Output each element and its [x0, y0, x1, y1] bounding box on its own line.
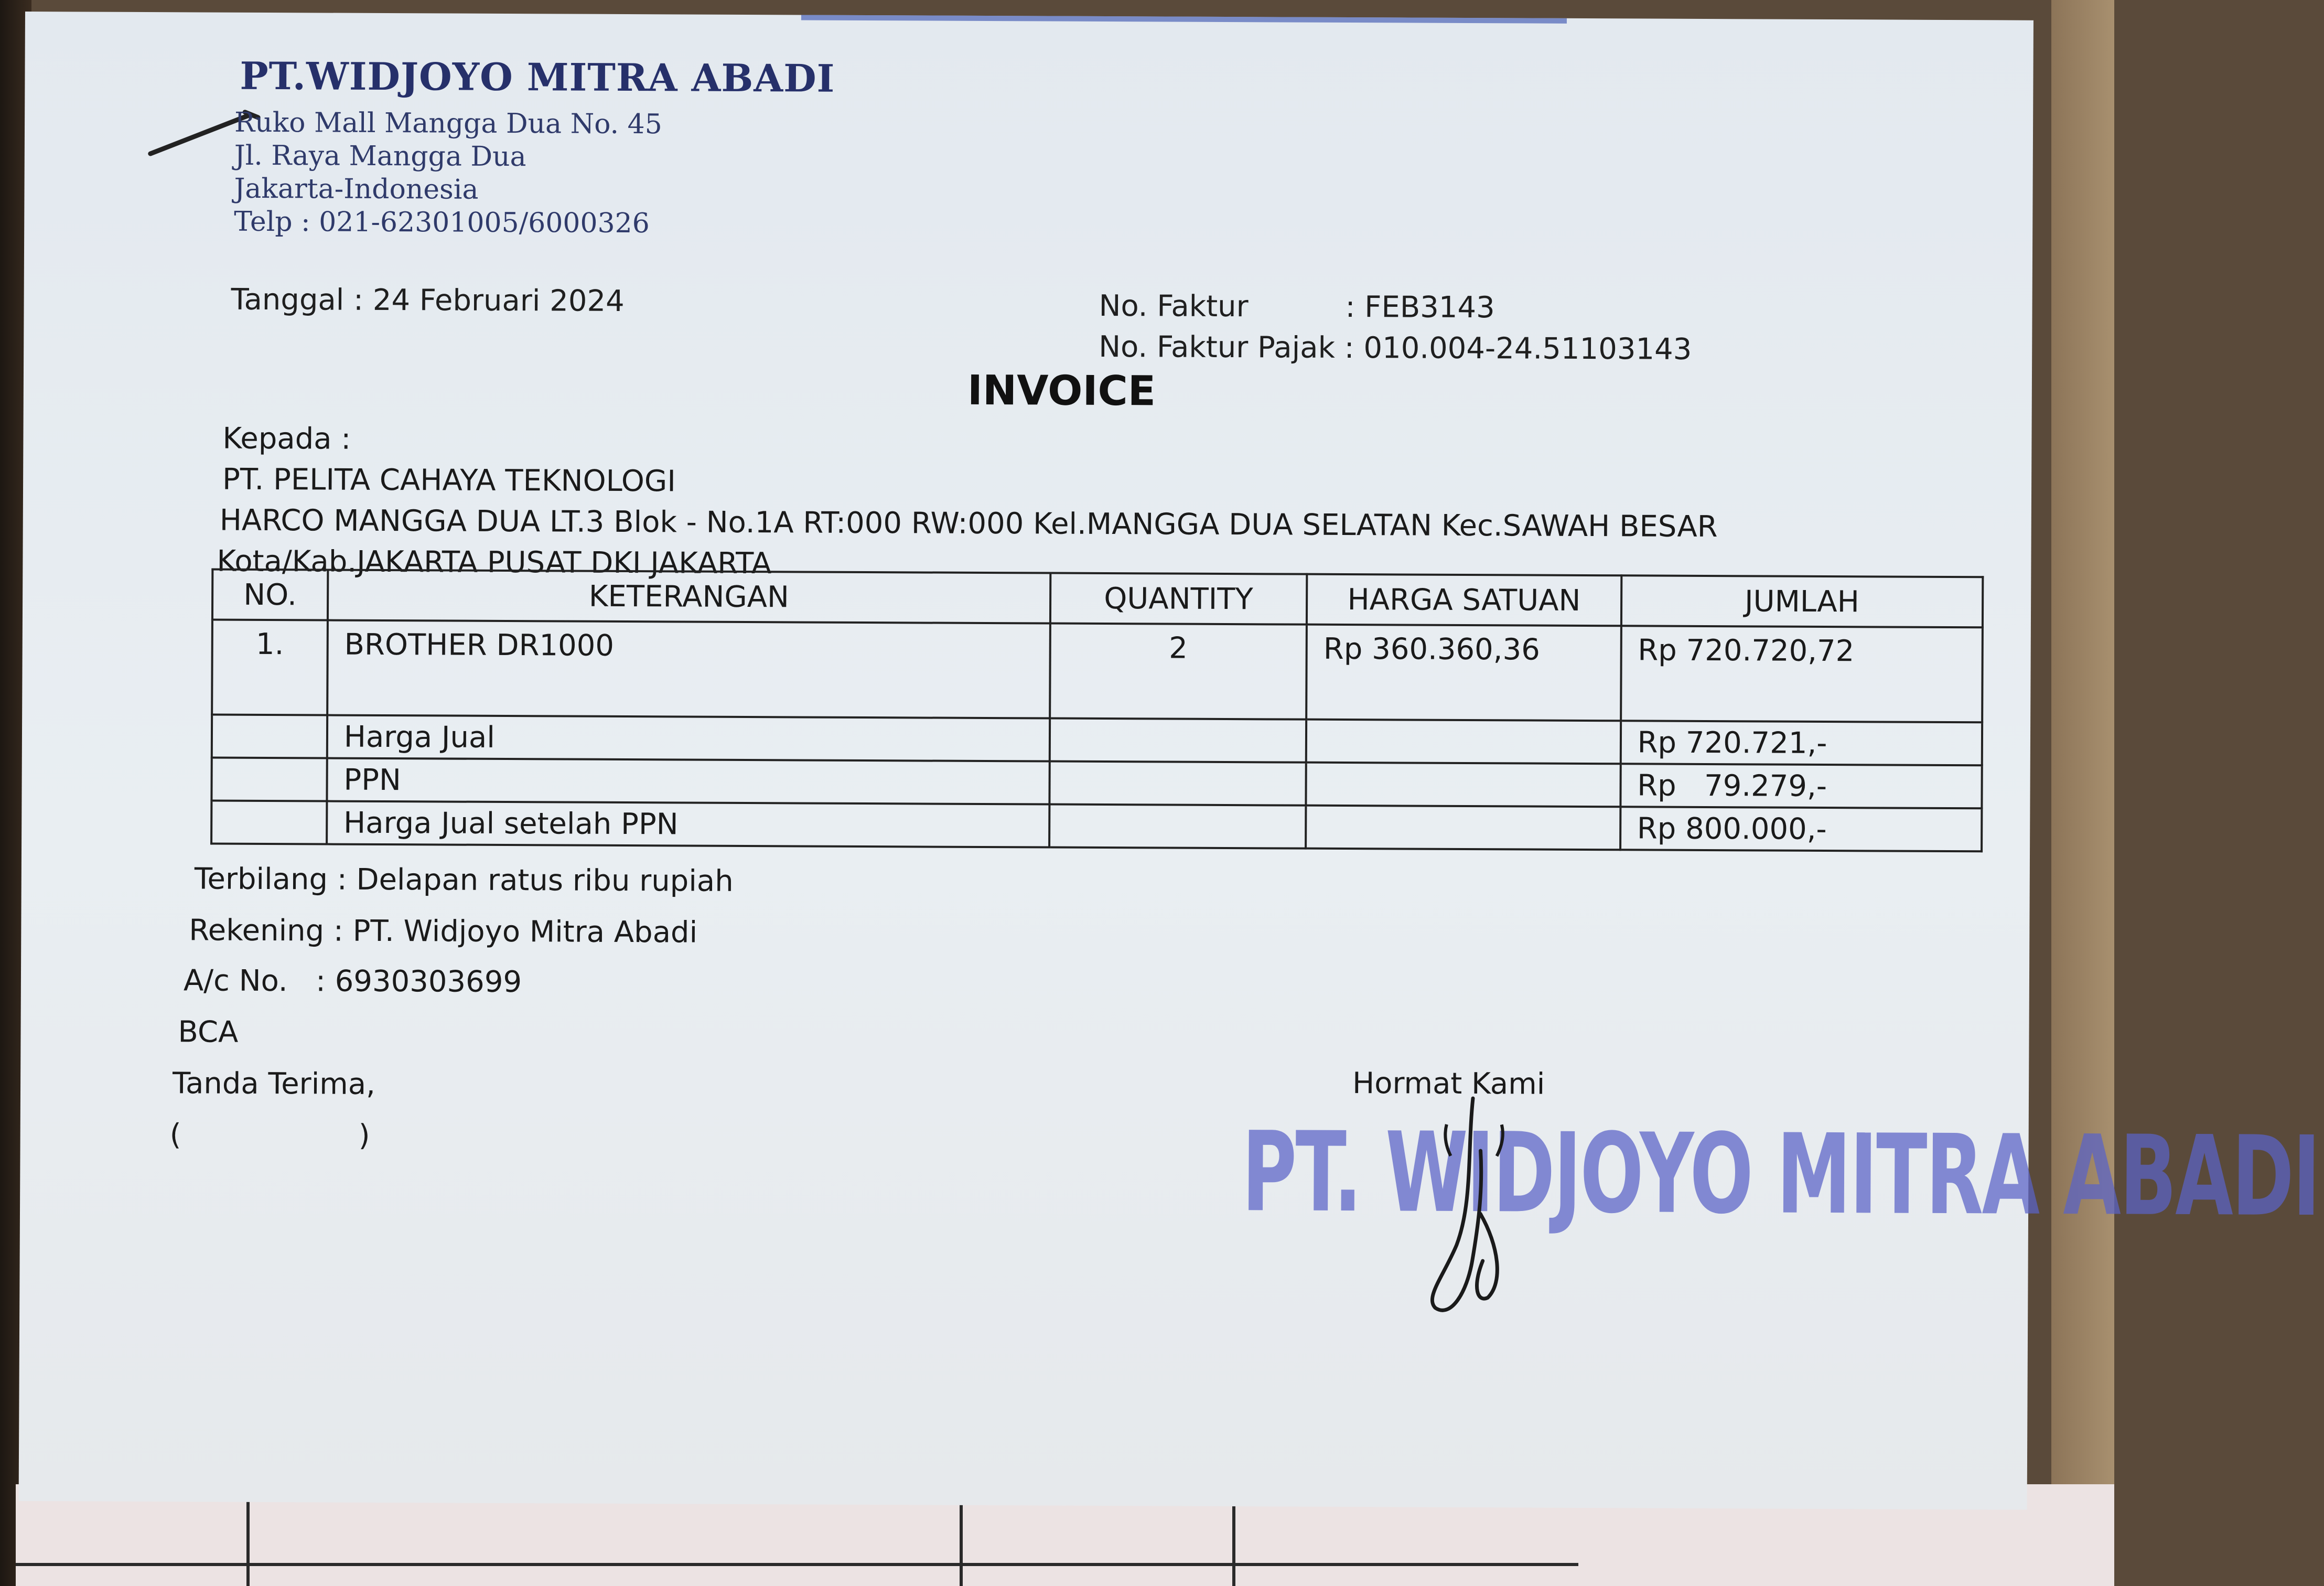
empty-cell — [1049, 762, 1306, 806]
empty-cell — [1049, 805, 1306, 849]
column-header-harga-satuan: HARGA SATUAN — [1307, 574, 1621, 626]
signature-icon — [1393, 1087, 1552, 1319]
regards-label: Hormat Kami — [1352, 1066, 1545, 1101]
empty-cell — [1306, 720, 1621, 764]
bank-account-name: Rekening : PT. Widjoyo Mitra Abadi — [189, 913, 698, 950]
item-total: Rp 720.720,72 — [1621, 626, 1983, 722]
underlying-table-line — [16, 1563, 1578, 1566]
recipient-address: HARCO MANGGA DUA LT.3 Blok - No.1A RT:000 RW:000 Kel.MANGGA DUA SELATAN Kec.SAWAH BESAR — [219, 503, 1718, 544]
faktur-label: No. Faktur — [1099, 288, 1249, 324]
invoice-table — [210, 569, 1984, 853]
table-row — [212, 620, 1983, 723]
recipient-city: Kota/Kab.JAKARTA PUSAT DKI JAKARTA — [217, 544, 772, 581]
bank-name: BCA — [178, 1015, 239, 1049]
faktur-number: : FEB3143 — [1345, 290, 1495, 325]
receipt-label: Tanda Terima, — [172, 1066, 376, 1101]
company-address-line: Ruko Mall Mangga Dua No. 45 — [234, 106, 662, 141]
column-header-no: NO. — [212, 570, 328, 620]
empty-cell — [1306, 806, 1620, 850]
summary-value: Rp 720.721,- — [1620, 721, 1982, 765]
column-header-jumlah: JUMLAH — [1621, 575, 1983, 627]
column-header-keterangan: KETERANGAN — [328, 570, 1050, 624]
company-phone: Telp : 021-62301005/6000326 — [234, 206, 650, 240]
recipient-label: Kepada : — [222, 421, 351, 456]
summary-label: Harga Jual setelah PPN — [327, 801, 1049, 848]
underlying-table-line — [246, 1495, 250, 1586]
invoice-title: INVOICE — [967, 367, 1156, 415]
invoice-date: Tanggal : 24 Februari 2024 — [231, 282, 625, 318]
empty-cell — [211, 801, 327, 844]
desk-background-right — [2051, 0, 2114, 1586]
empty-cell — [1306, 763, 1621, 807]
item-unit-price: Rp 360.360,36 — [1306, 625, 1621, 721]
company-name: PT.WIDJOYO MITRA ABADI — [240, 53, 835, 101]
empty-cell — [211, 758, 327, 801]
summary-label: Harga Jual — [327, 715, 1050, 762]
column-header-quantity: QUANTITY — [1050, 573, 1307, 625]
receipt-signature-blank: ( ) — [169, 1118, 370, 1153]
invoice-paper — [19, 12, 2320, 1510]
faktur-pajak: No. Faktur Pajak : 010.004-24.51103143 — [1099, 329, 1692, 367]
item-quantity: 2 — [1050, 624, 1307, 720]
summary-row — [211, 758, 1982, 809]
underlying-table-line — [960, 1495, 963, 1586]
company-stamp: PT. WIDJOYO MITRA ABADI — [1241, 1108, 2320, 1241]
summary-row — [212, 715, 1982, 766]
company-address-line: Jakarta-Indonesia — [234, 173, 479, 206]
summary-value: Rp 79.279,- — [1620, 764, 1982, 808]
item-description: BROTHER DR1000 — [327, 620, 1050, 719]
underlying-table-line — [1232, 1495, 1235, 1586]
empty-cell — [1049, 719, 1306, 763]
company-address-line: Jl. Raya Mangga Dua — [234, 140, 526, 173]
item-no: 1. — [212, 620, 328, 715]
table-header-row — [212, 570, 1983, 628]
recipient-name: PT. PELITA CAHAYA TEKNOLOGI — [222, 462, 676, 499]
summary-value: Rp 800.000,- — [1620, 807, 1982, 851]
top-edge-ink-line — [801, 15, 1567, 23]
bank-account-number: A/c No. : 6930303699 — [183, 963, 522, 1000]
amount-in-words: Terbilang : Delapan ratus ribu rupiah — [194, 862, 734, 898]
empty-cell — [212, 715, 327, 758]
summary-row — [211, 801, 1982, 852]
summary-label: PPN — [327, 758, 1049, 805]
